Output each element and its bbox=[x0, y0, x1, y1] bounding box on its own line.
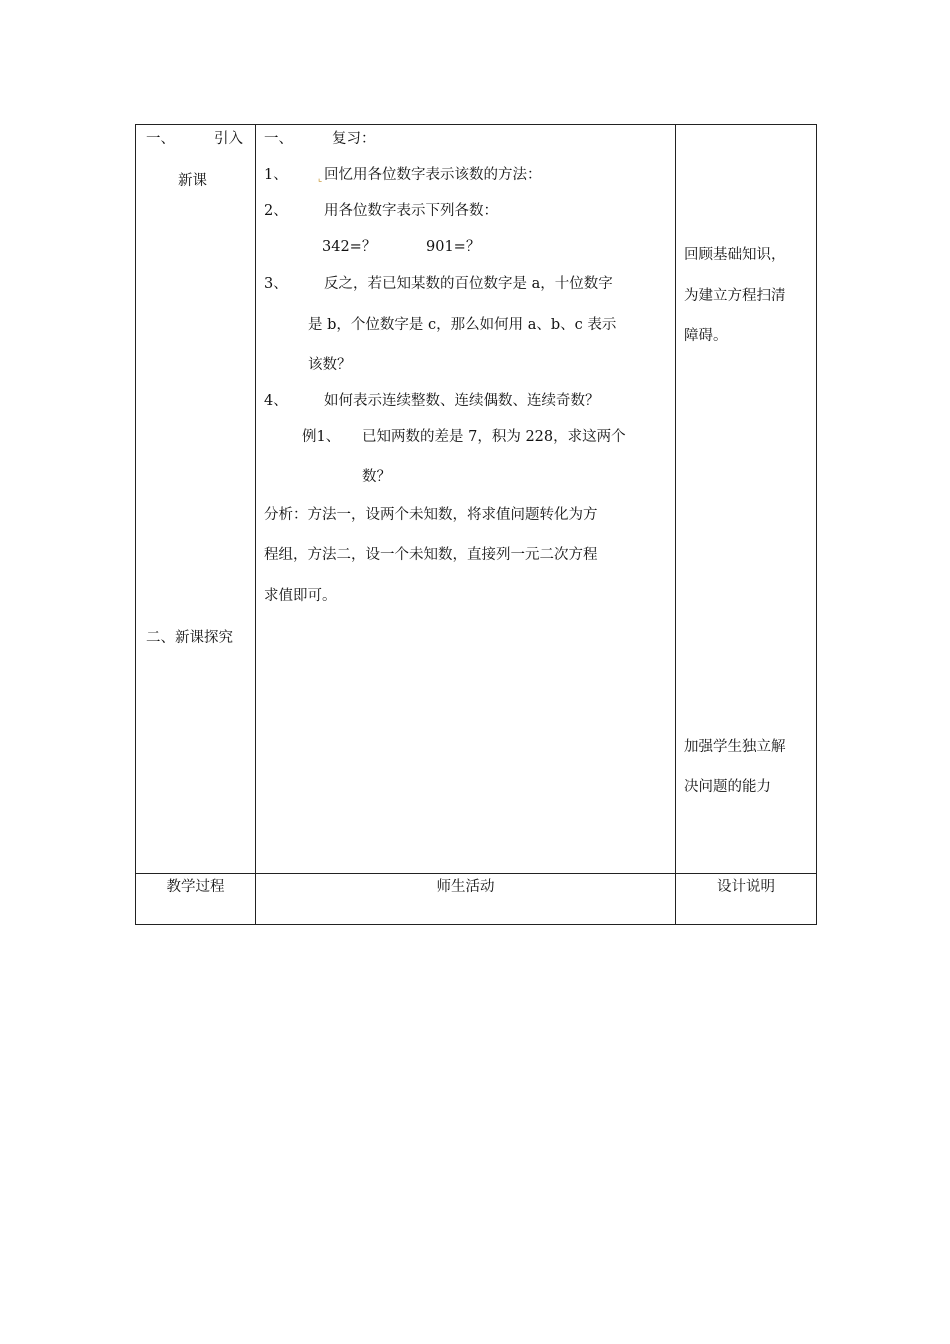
note-2-line-1: 加强学生独立解 bbox=[684, 739, 786, 755]
number-342: 342=？ bbox=[322, 239, 377, 255]
item-3-number: 3、 bbox=[264, 276, 288, 292]
example-label: 例1、 bbox=[302, 429, 341, 445]
header-label-row bbox=[136, 874, 817, 925]
activity-label: 师生活动 bbox=[436, 879, 495, 895]
item-1-text: 回忆用各位数字表示该数的方法： bbox=[324, 167, 542, 183]
lesson-plan-table bbox=[135, 124, 817, 925]
note-1-line-3: 障碍。 bbox=[684, 328, 728, 344]
item-4-number: 4、 bbox=[264, 393, 288, 409]
item-3-line-1: 反之，若已知某数的百位数字是 a，十位数字 bbox=[324, 276, 613, 292]
content-row bbox=[136, 125, 817, 874]
review-number: 一、 bbox=[264, 131, 293, 147]
intro-number: 一、 bbox=[146, 131, 175, 147]
number-901: 901=？ bbox=[426, 239, 481, 255]
item-4-text: 如何表示连续整数、连续偶数、连续奇数？ bbox=[324, 393, 600, 409]
item-3-line-3: 该数？ bbox=[308, 357, 352, 373]
analysis-line-1: 分析：方法一，设两个未知数，将求值问题转化为方 bbox=[264, 507, 598, 523]
revision-mark: ⌞ bbox=[318, 174, 323, 184]
item-2-text: 用各位数字表示下列各数： bbox=[324, 203, 498, 219]
process-label-cell bbox=[136, 874, 256, 925]
activity-cell bbox=[256, 125, 676, 874]
example-line-2: 数？ bbox=[362, 469, 391, 485]
item-3-line-2: 是 b，个位数字是 c，那么如何用 a、b、c 表示 bbox=[308, 317, 617, 333]
intro-subtitle: 新课 bbox=[178, 173, 207, 189]
item-1-number: 1、 bbox=[264, 167, 288, 183]
note-1-line-2: 为建立方程扫清 bbox=[684, 288, 786, 304]
example-line-1: 已知两数的差是 7，积为 228，求这两个 bbox=[362, 429, 626, 445]
note-1-line-1: 回顾基础知识， bbox=[684, 247, 786, 263]
explore-heading: 二、新课探究 bbox=[146, 630, 233, 646]
item-2-number: 2、 bbox=[264, 203, 288, 219]
review-title: 复习： bbox=[332, 131, 376, 147]
analysis-line-2: 程组，方法二，设一个未知数，直接列一元二次方程 bbox=[264, 547, 598, 563]
design-note-cell bbox=[676, 125, 817, 874]
design-label-cell bbox=[676, 874, 817, 925]
activity-label-cell bbox=[256, 874, 676, 925]
analysis-line-3: 求值即可。 bbox=[264, 588, 337, 604]
design-label: 设计说明 bbox=[717, 879, 775, 895]
intro-word: 引入 bbox=[214, 131, 243, 147]
process-cell bbox=[136, 125, 256, 874]
note-2-line-2: 决问题的能力 bbox=[684, 779, 771, 795]
process-label: 教学过程 bbox=[166, 879, 225, 895]
